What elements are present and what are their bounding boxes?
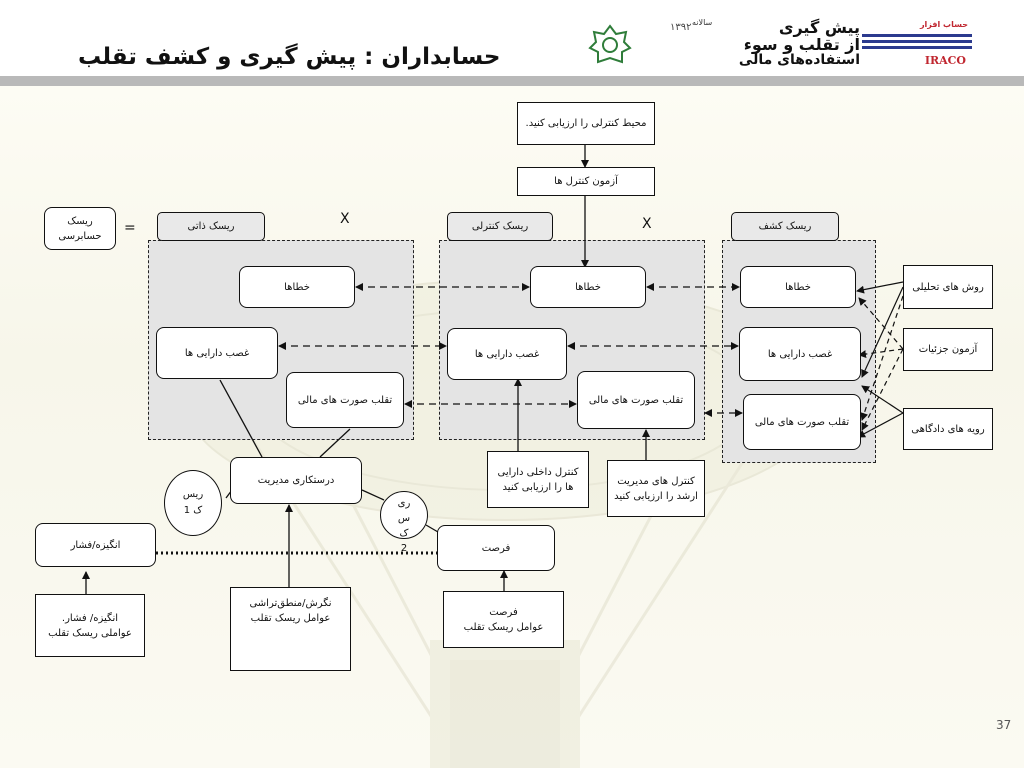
detection-misappropriation-box — [739, 327, 861, 381]
multiply-sign-1: X — [340, 211, 350, 227]
risk-2-line2: س — [397, 513, 411, 524]
audit-risk-box — [44, 207, 116, 250]
detection-misappropriation-label: غصب دارایی ها — [767, 348, 833, 360]
assess-senior-controls-box — [607, 460, 705, 517]
risk-1-line2: ک 1 — [183, 505, 203, 516]
inherent-errors-box — [239, 266, 355, 308]
test-controls-label: آزمون کنترل ها — [554, 176, 618, 187]
tab-detection-risk — [731, 212, 839, 241]
tab-detection-risk-label: ریسک کشف — [758, 221, 812, 232]
book-tag: سالانه — [692, 18, 713, 27]
control-fraud-statements-box — [577, 371, 695, 429]
detection-errors-label: خطاها — [785, 281, 811, 293]
iraco-logo-name: IRACO — [924, 54, 966, 67]
iraco-logo-caption: حساب افزار — [919, 20, 968, 29]
opportunity-factors-box — [443, 591, 564, 648]
tab-control-risk — [447, 212, 553, 241]
audit-risk-label: ریسک حسابرسی — [58, 215, 102, 242]
slide-header — [0, 0, 1024, 76]
tab-control-risk-label: ریسک کنترلی — [471, 221, 529, 232]
book-logo — [670, 18, 860, 68]
incentive-factors-box — [35, 594, 145, 657]
detection-errors-box — [740, 266, 856, 308]
tab-inherent-risk-label: ریسک ذاتی — [187, 221, 235, 232]
tehran-emblem-icon — [588, 24, 632, 64]
tab-inherent-risk — [157, 212, 265, 241]
iraco-logo-stripes — [862, 34, 972, 52]
analytical-procedures-label: روش های تحلیلی — [912, 281, 984, 293]
risk-2-line3: ک — [399, 528, 409, 539]
risk-2-line4: 2 — [400, 543, 408, 554]
inherent-errors-label: خطاها — [284, 281, 310, 293]
book-year: ۱۳۹۲ — [670, 22, 692, 33]
inherent-misappropriation-box — [156, 327, 278, 379]
incentive-pressure-label: انگیزه/فشار — [70, 539, 121, 551]
control-errors-label: خطاها — [575, 281, 601, 293]
assess-control-environment-box — [517, 102, 655, 145]
detail-tests-box — [903, 328, 993, 371]
iraco-logo — [862, 20, 972, 66]
book-title-line1: پیش گیری — [778, 18, 860, 37]
opportunity-factors-line1: فرصت — [489, 606, 518, 618]
risk-1-line1: ریس — [182, 489, 204, 500]
control-misappropriation-box — [447, 328, 567, 380]
opportunity-label: فرصت — [481, 542, 511, 554]
attitude-factors-line2: عوامل ریسک تقلب — [250, 613, 331, 624]
inherent-misappropriation-label: غصب دارایی ها — [184, 347, 250, 359]
opportunity-factors-line2: عوامل ریسک تقلب — [463, 621, 544, 633]
incentive-pressure-box — [35, 523, 156, 567]
assess-senior-controls-label: کنترل های مدیریت ارشد را ارزیابی کنید — [614, 475, 698, 502]
inherent-fraud-statements-box — [286, 372, 404, 428]
incentive-factors-line2: عواملی ریسک تقلب — [48, 627, 132, 639]
risk-1-circle — [164, 470, 222, 536]
management-integrity-label: درستکاری مدیریت — [257, 475, 335, 486]
attitude-factors-line1: نگرش/منطق‌تراشی — [249, 598, 332, 609]
detail-tests-label: آزمون جزئیات — [918, 344, 978, 355]
risk-2-line1: ری — [397, 498, 411, 509]
slide-title: حسابداران : پیش گیری و کشف تقلب — [78, 44, 501, 70]
control-errors-box — [530, 266, 646, 308]
page-number: 37 — [996, 718, 1012, 732]
test-controls-box — [517, 167, 655, 196]
analytical-procedures-box — [903, 265, 993, 309]
detection-fraud-statements-label: تقلب صورت های مالی — [754, 416, 850, 428]
attitude-factors-box — [230, 587, 351, 671]
risk-2-circle — [380, 491, 428, 554]
book-title-line2: از تقلب و سوء — [743, 35, 860, 54]
risk-1-text — [183, 487, 203, 519]
opportunity-box — [437, 525, 555, 571]
inherent-fraud-statements-label: تقلب صورت های مالی — [297, 394, 393, 406]
control-fraud-statements-label: تقلب صورت های مالی — [588, 394, 684, 406]
equals-sign: = — [124, 220, 136, 236]
legal-procedures-box — [903, 408, 993, 450]
incentive-factors-line1: انگیزه/ فشار. — [61, 612, 119, 624]
assess-internal-control-label: کنترل داخلی دارایی ها را ارزیابی کنید — [497, 466, 579, 493]
management-integrity-box — [230, 457, 362, 504]
header-divider — [0, 76, 1024, 86]
risk-2-text — [398, 496, 411, 556]
detection-fraud-statements-box — [743, 394, 861, 450]
multiply-sign-2: X — [642, 216, 652, 232]
assess-control-environment-label: محیط کنترلی را ارزیابی کنید. — [525, 118, 647, 129]
legal-procedures-label: رویه های دادگاهی — [911, 423, 985, 435]
assess-internal-control-box — [487, 451, 589, 508]
book-title-line3: استفاده‌های مالی — [738, 52, 860, 68]
control-misappropriation-label: غصب دارایی ها — [474, 348, 540, 360]
